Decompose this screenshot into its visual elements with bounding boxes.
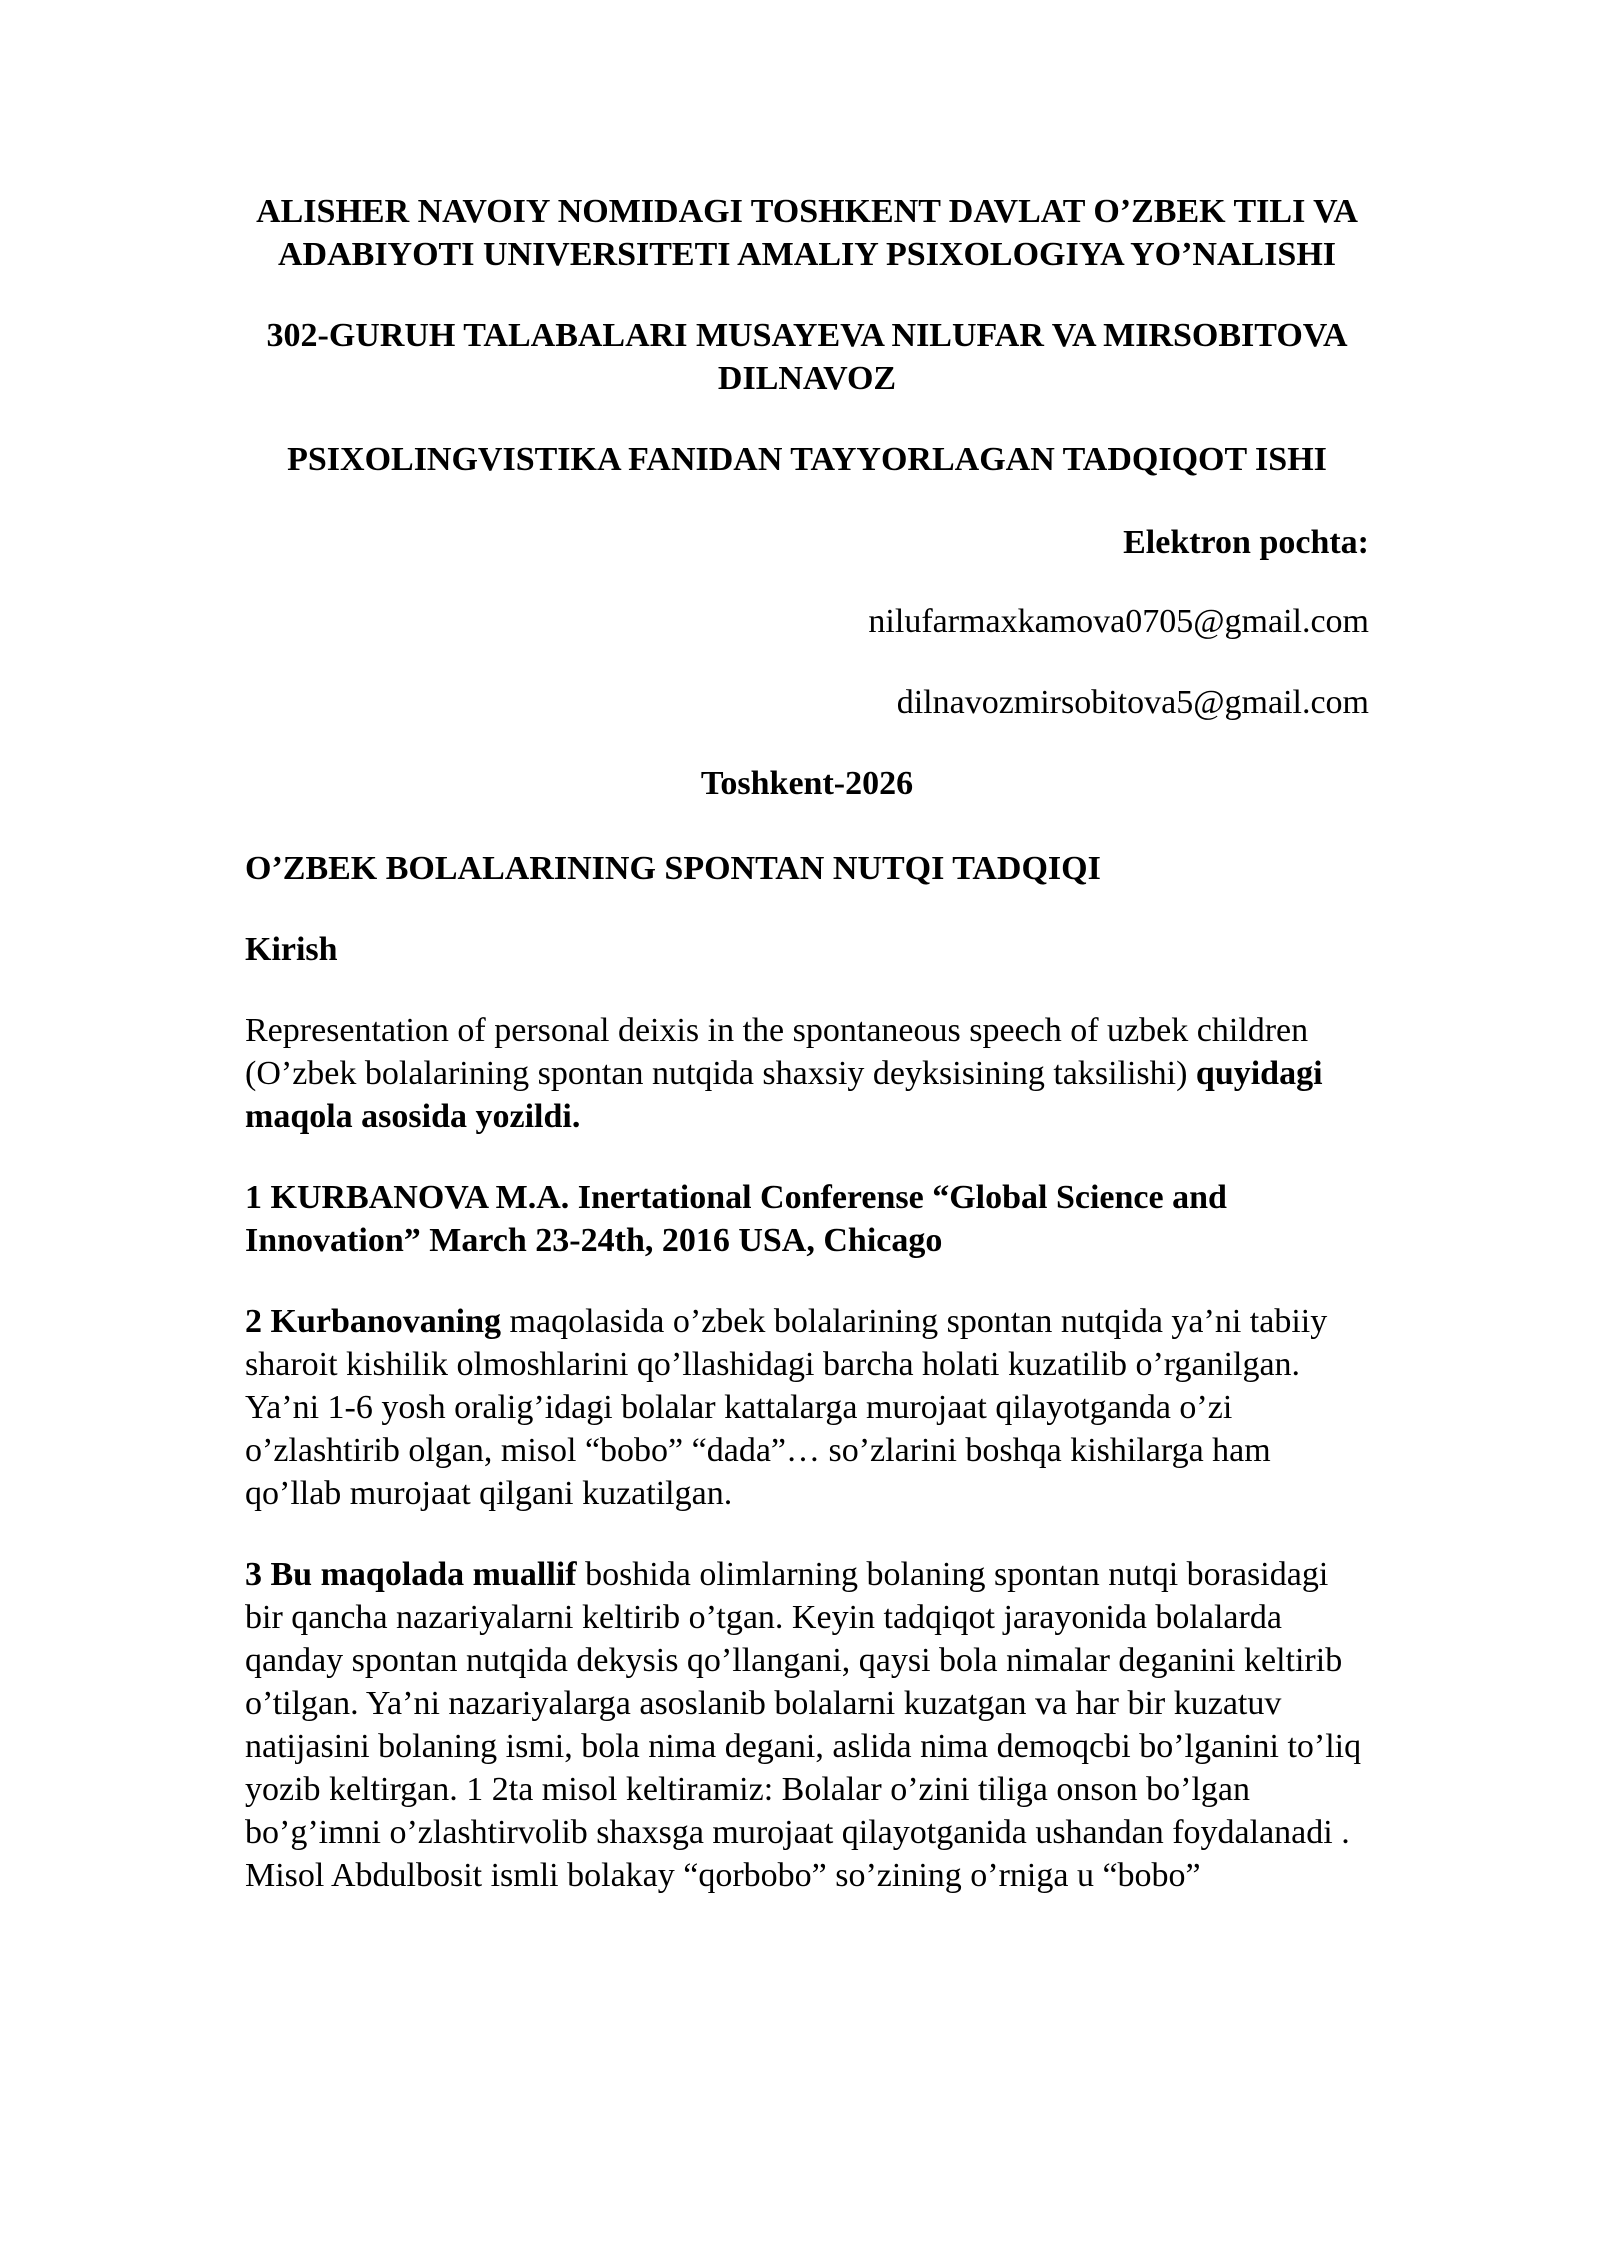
- students-line: 302-GURUH TALABALARI MUSAYEVA NILUFAR VA MIRSOBITOVA DILNAVOZ: [266, 317, 1348, 397]
- email-label: Elektron pochta:: [1123, 524, 1369, 561]
- paragraph-3-lead: 3 Bu maqolada muallif: [245, 1556, 577, 1593]
- paragraph-2-lead: 2 Kurbanovaning: [245, 1303, 502, 1340]
- paragraph-3: [245, 1553, 1369, 1897]
- university-title: ALISHER NAVOIY NOMIDAGI TOSHKENT DAVLAT O’ZBEK TILI VA ADABIYOTI UNIVERSITETI AMALIY PSIXOLOGIYA YO’NALISHI: [256, 193, 1358, 273]
- intro-bold-text: quyidagi maqola asosida yozildi.: [245, 1055, 1323, 1135]
- intro-text: Representation of personal deixis in the spontaneous speech of uzbek children (O’zbek bolalarining spontan nutqida shaxsiy deyksisining taksilishi): [245, 1012, 1309, 1092]
- intro-paragraph: [245, 1009, 1369, 1138]
- paragraph-3-text: boshida olimlarning bolaning spontan nutqi borasidagi bir qancha nazariyalarni keltirib o’tgan. Keyin tadqiqot jarayonida bolalarda qanday spontan nutqida dekysis qo’llangani, qaysi bola nimalar deganini keltirib o’tilgan. Ya’ni nazariyalarga asoslanib bolalarni kuzatgan va har bir kuzatuv natijasini bolaning ismi, bola nima degani, aslida nima demoqcbi bo’lganini to’liq yozib keltirgan. 1 2ta misol keltiramiz: Bolalar o’zini tiliga onson bo’lgan bo’g’imni o’zlashtirvolib shaxsga murojaat qilayotganida ushandan foydalanadi . Misol Abdulbosit ismli bolakay “qorbobo” so’zining o’rniga u “bobo”: [245, 1556, 1362, 1894]
- work-title: PSIXOLINGVISTIKA FANIDAN TAYYORLAGAN TADQIQOT ISHI: [287, 441, 1327, 478]
- main-title: O’ZBEK BOLALARINING SPONTAN NUTQI TADQIQI: [245, 850, 1101, 887]
- email-address-1: nilufarmaxkamova0705@gmail.com: [868, 603, 1369, 640]
- city-year: Toshkent-2026: [700, 765, 914, 802]
- reference-1: 1 KURBANOVA M.A. Inertational Conferense “Global Science and Innovation” March 23-24th, 2016 USA, Chicago: [245, 1179, 1227, 1259]
- email-address-2: dilnavozmirsobitova5@gmail.com: [896, 684, 1369, 721]
- paragraph-2: [245, 1300, 1369, 1515]
- document-body: [245, 190, 1369, 1935]
- section-heading: Kirish: [245, 931, 338, 968]
- paragraph-2-text: maqolasida o’zbek bolalarining spontan nutqida ya’ni tabiiy sharoit kishilik olmoshlarini qo’llashidagi barcha holati kuzatilib o’rganilgan. Ya’ni 1-6 yosh oralig’idagi bolalar kattalarga murojaat qilayotganda o’zi o’zlashtirib olgan, misol “bobo” “dada”… so’zlarini boshqa kishilarga ham qo’llab murojaat qilgani kuzatilgan.: [245, 1303, 1328, 1512]
